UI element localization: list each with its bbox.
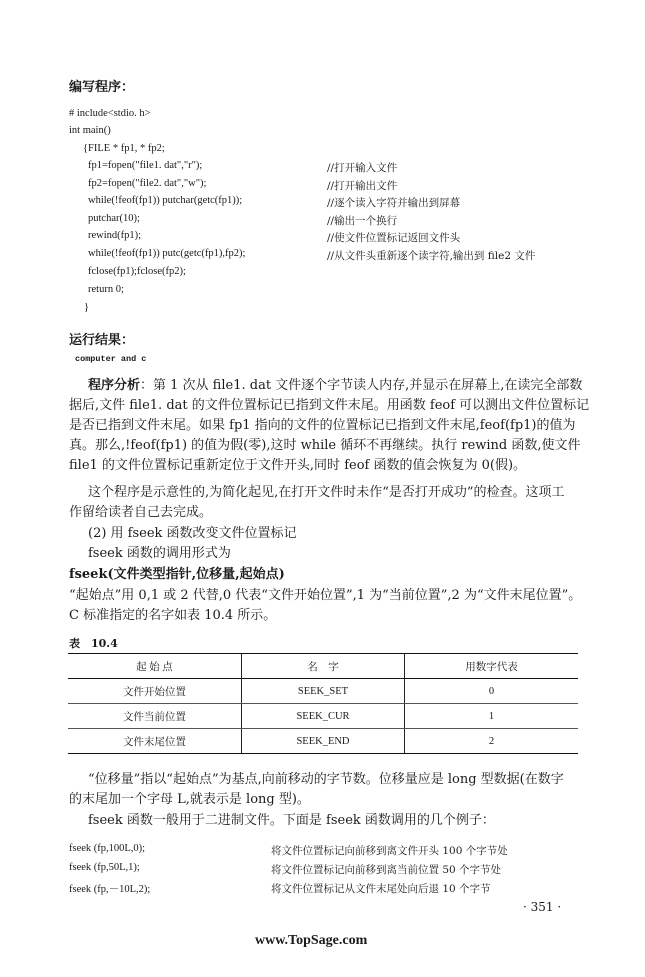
example-desc: 将文件位置标记向前移到离文件开头 100 个字节处: [271, 845, 508, 857]
code-comment: //输出一个换行: [327, 215, 398, 227]
table-cell: SEEK_CUR: [241, 704, 404, 729]
code-line: {FILE * fp1, * fp2;: [83, 143, 165, 154]
table-cell: 文件当前位置: [68, 704, 241, 729]
table-cell: 文件开始位置: [68, 679, 241, 704]
code-line: while(!feof(fp1)) putchar(getc(fp1));: [88, 195, 243, 206]
table-header: 名 字: [241, 654, 404, 679]
table-header-row: [68, 654, 578, 679]
analysis-line: 真。那么,!feof(fp1) 的值为假(零),这时 while 循环不再继续。执行 rewind 函数,使文件: [69, 438, 581, 453]
examples-intro: fseek 函数一般用于二进制文件。下面是 fseek 函数调用的几个例子：: [88, 813, 495, 828]
note-line: 作留给读者自己去完成。: [69, 505, 213, 520]
code-line: fp2=fopen("file2. dat","w");: [88, 178, 207, 189]
table-header: 用数字代表: [405, 654, 578, 679]
code-line: }: [84, 302, 90, 313]
note-line: 这个程序是示意性的,为简化起见,在打开文件时未作“是否打开成功”的检查。这项工: [88, 485, 565, 500]
code-line: while(!feof(fp1)) putc(getc(fp1),fp2);: [88, 248, 246, 259]
example-desc: 将文件位置标记向前移到离当前位置 50 个字节处: [271, 864, 502, 876]
offset-line: “位移量”指以“起始点”为基点,向前移动的字节数。位移量应是 long 型数据(在数字: [88, 772, 564, 787]
code-line: rewind(fp1);: [88, 230, 142, 241]
table-header: 起 始 点: [68, 654, 241, 679]
analysis-line: 是否已指到文件末尾。如果 fp1 指向的文件的位置标记已指到文件末尾,feof(fp1)的值为: [69, 418, 576, 433]
footer-url: www.TopSage.com: [255, 933, 368, 948]
offset-line: 的末尾加一个字母 L,就表示是 long 型)。: [69, 792, 310, 807]
analysis-label: 程序分析: [88, 378, 141, 393]
table-cell: SEEK_END: [241, 729, 404, 754]
fseek-form: fseek(文件类型指针,位移量,起始点): [69, 567, 285, 582]
code-line: int main(): [69, 125, 111, 136]
table-cell: 2: [405, 729, 578, 754]
table-row: [68, 729, 578, 754]
code-comment: //打开输出文件: [327, 180, 398, 192]
code-line: fp1=fopen("file1. dat","r");: [88, 160, 203, 171]
code-line: # include<stdio. h>: [69, 108, 151, 119]
example-desc: 将文件位置标记从文件末尾处向后退 10 个字节: [271, 883, 491, 895]
run-output: computer and c: [75, 354, 147, 364]
fseek-intro: fseek 函数的调用形式为: [88, 546, 231, 561]
code-comment: //从文件头重新逐个读字符,输出到 file2 文件: [327, 250, 536, 262]
page-number: · 351 ·: [523, 900, 562, 914]
section-title: (2) 用 fseek 函数改变文件位置标记: [88, 526, 297, 541]
code-comment: //使文件位置标记返回文件头: [327, 232, 461, 244]
code-comment: //打开输入文件: [327, 162, 398, 174]
example-call: fseek (fp,50L,1);: [69, 862, 140, 873]
analysis-line: file1 的文件位置标记重新定位于文件开头,同时 feof 函数的值会恢复为 0(假)。: [69, 458, 527, 473]
table-cell: 文件末尾位置: [68, 729, 241, 754]
program-heading: 编写程序：: [69, 80, 135, 95]
code-comment: //逐个读入字符并输出到屏幕: [327, 197, 461, 209]
analysis-line: 据后,文件 file1. dat 的文件位置标记已指到文件末尾。用函数 feof 可以测出文件位置标记: [69, 398, 590, 413]
origin-line: C 标准指定的名字如表 10.4 所示。: [69, 608, 277, 623]
table-caption: 表 10.4: [69, 637, 118, 650]
table-row: [68, 679, 578, 704]
example-call: fseek (fp,－10L,2);: [69, 884, 151, 895]
code-line: fclose(fp1);fclose(fp2);: [88, 266, 186, 277]
analysis-line: [88, 376, 582, 396]
run-heading: 运行结果：: [69, 333, 135, 348]
table-cell: 0: [405, 679, 578, 704]
table-row: [68, 704, 578, 729]
code-line: putchar(10);: [88, 213, 140, 224]
example-call: fseek (fp,100L,0);: [69, 843, 146, 854]
table-cell: 1: [405, 704, 578, 729]
table-cell: SEEK_SET: [241, 679, 404, 704]
analysis-text: ：第 1 次从 file1. dat 文件逐个字节读人内存,并显示在屏幕上,在读完全部数: [140, 378, 583, 393]
code-line: return 0;: [88, 284, 124, 295]
seek-origin-table: [68, 653, 578, 754]
origin-line: “起始点”用 0,1 或 2 代替,0 代表“文件开始位置”,1 为“当前位置”,2 为“文件末尾位置”。: [69, 588, 582, 603]
